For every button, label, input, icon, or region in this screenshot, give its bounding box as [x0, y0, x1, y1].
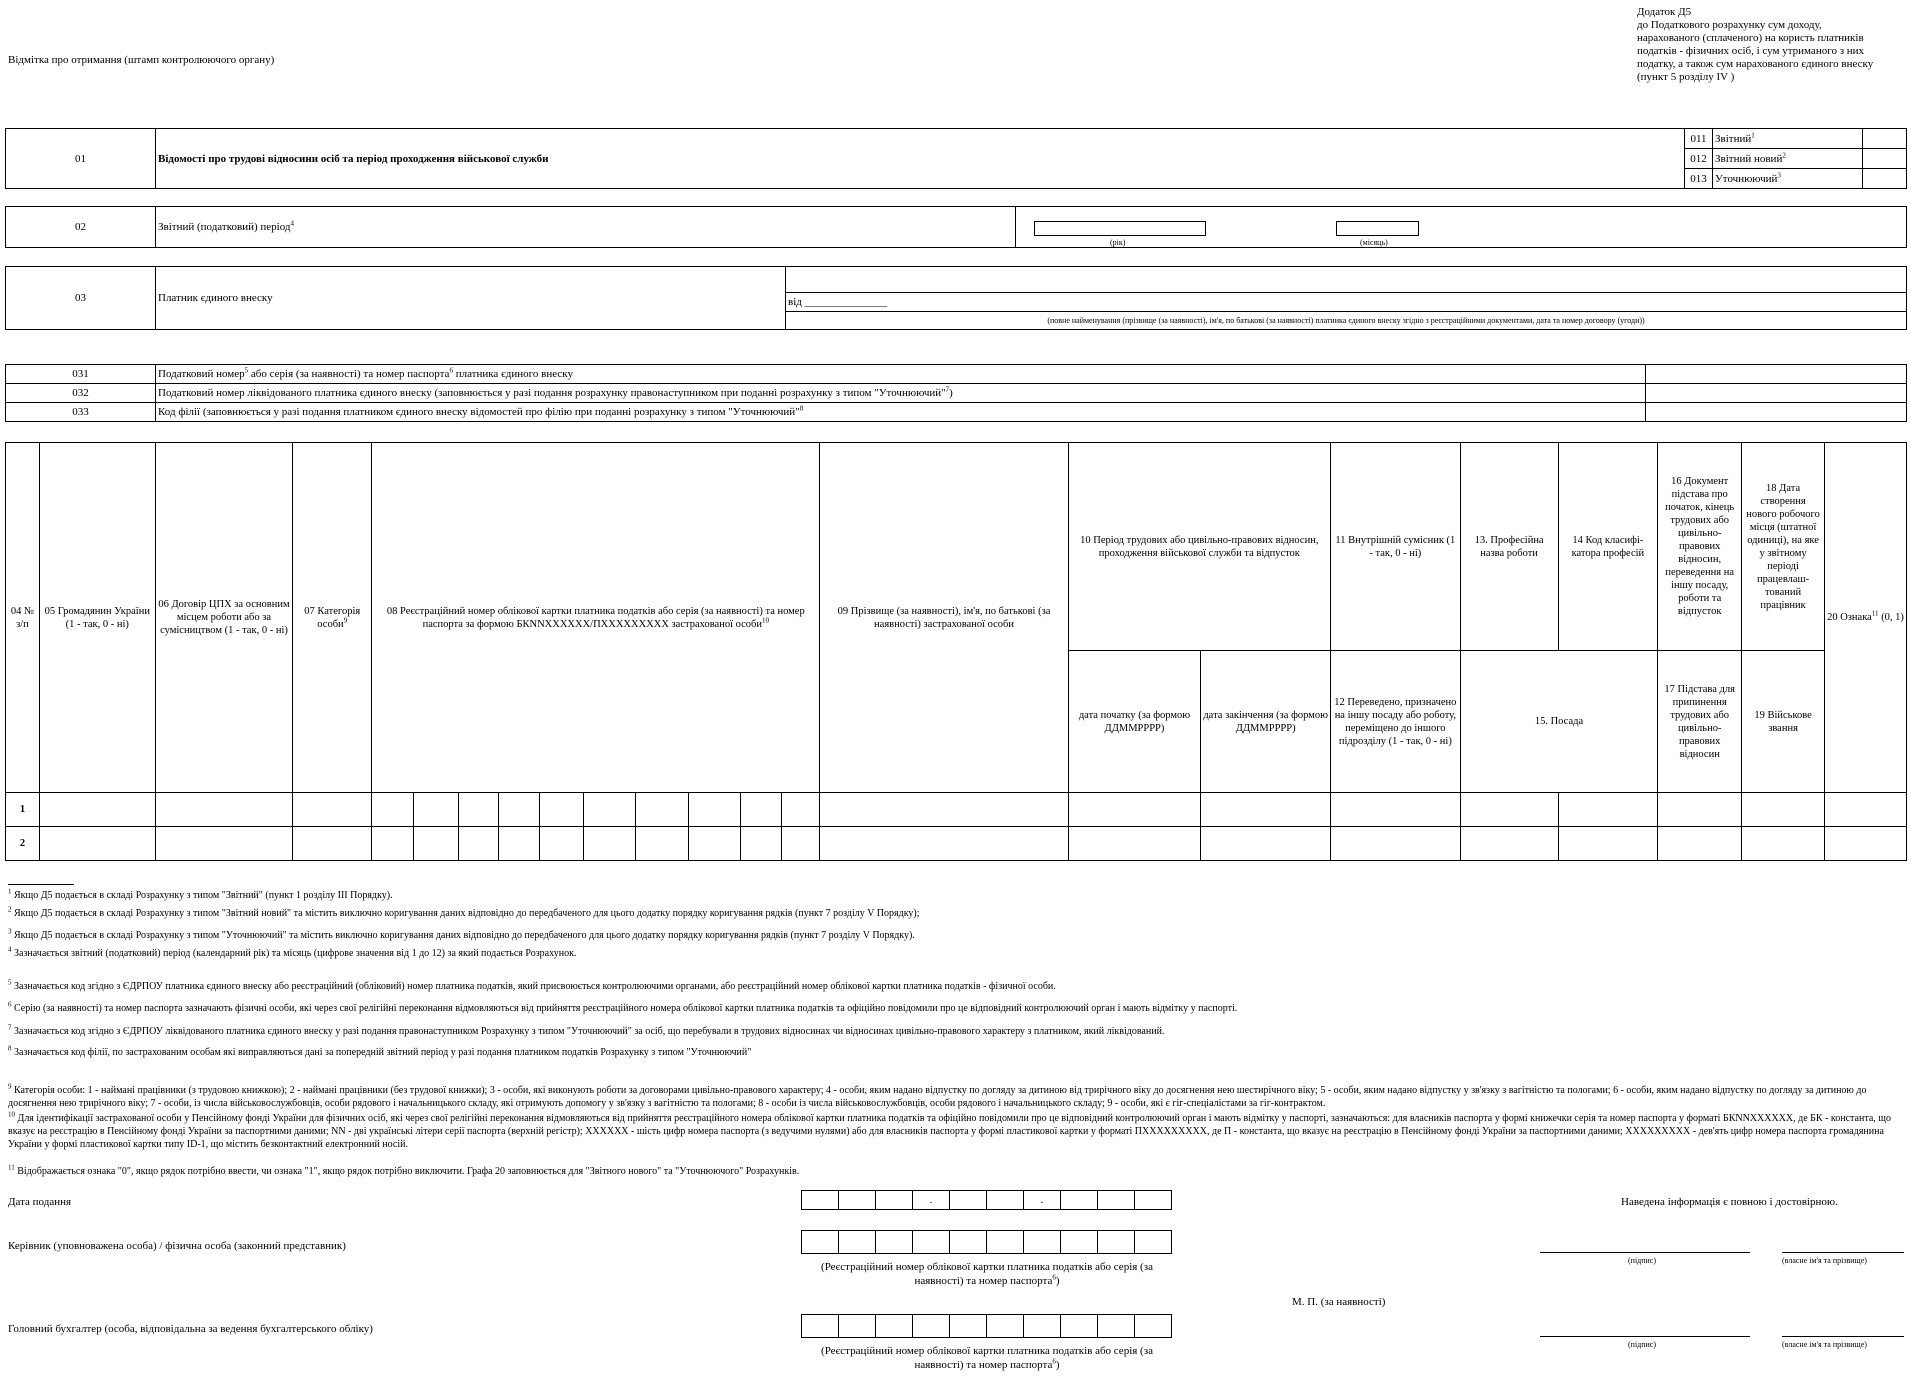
footnote-11: $^{11}$ Відображається ознака "0", якщо рядок потрібно ввести, чи ознака "1", якщо рядок потрібно виключити. Графа 20 заповнюється для "Звітного нового" та "Уточнюючого" Розрахунків.: [8, 1163, 800, 1177]
footnote-3: $^3$ Якщо Д5 подається в складі Розрахунку з типом "Уточнюючий" та містить виключно коригування даних відповідно до передбаченого для цього додатку порядку коригування рядків (пункт 7 розділу V Порядку).: [8, 927, 915, 941]
footnote-8: $^8$ Зазначається код філії, по застрахованим особам які виправляються дані за попередній звітний період у разі подання платником податків Розрахунку з типом "Уточнюючий": [8, 1044, 752, 1058]
type-013-checkbox[interactable]: [1863, 169, 1907, 189]
stamp-note: Відмітка про отримання (штамп контролюючого органу): [8, 54, 275, 66]
accountant-reg-cells[interactable]: [802, 1314, 1172, 1338]
footnote-7: $^7$ Зазначається код згідно з ЄДРПОУ ліквідованого платника єдиного внеску у разі подання правонаступником Розрахунку з типом "Уточнюючий" за осіб, що перебували в трудових відносинах чи відносинах цивільно-правового характеру з платником, який ліквідований.: [8, 1023, 1165, 1037]
head-reg-caption: (Реєстраційний номер облікової картки платника податків або серія (за наявності) та номер паспорта$^6$): [821, 1261, 1153, 1287]
month-field[interactable]: [1336, 221, 1419, 236]
appendix-note: Додаток Д5 до Податкового розрахунку сум доходу, нарахованого (сплаченого) на користь платників податків - фізичних осіб, і сум утриманого з них податку, а також сум нарахованого єдиного внеску (пункт 5 розділу IV ): [1637, 6, 1874, 83]
accountant-reg-caption: (Реєстраційний номер облікової картки платника податків або серія (за наявності) та номер паспорта$^6$): [821, 1345, 1153, 1371]
head-name-line[interactable]: [1782, 1252, 1904, 1253]
footnote-4: $^4$ Зазначається звітний (податковий) період (календарний рік) та місяць (цифрове значення від 1 до 12) за який подається Розрахунок.: [8, 945, 577, 959]
year-field[interactable]: [1034, 221, 1206, 236]
date-cells[interactable]: . .: [802, 1190, 1172, 1210]
date-label: Дата подання: [8, 1196, 72, 1208]
footnote-1: $^1$ Якщо Д5 подається в складі Розрахунку з типом "Звітний" (пункт 1 розділу ІІІ Порядку).: [8, 887, 393, 901]
section-031-033: 031 Податковий номер$^5$ або серія (за наявності) та номер паспорта$^6$ платника єдиного внеску 032 Податковий номер ліквідованого платника єдиного внеску (заповнюється у разі подання розрахунку правонаступником при поданні розрахунку з типом "Уточнюючий"$^7$) 033 Код філії (заповнюється у разі подання платником єдиного внеску відомостей про філію при поданні розрахунку з типом "Уточнюючий"$^8$: [5, 364, 1907, 422]
section-01: 01 Відомості про трудові відносини осіб та період проходження військової служби 011 Звітний$^1$ 012 Звітний новий$^2$ 013 Уточнюючий$^3$: [5, 128, 1907, 189]
section-01-title: Відомості про трудові відносини осіб та період проходження військової служби: [156, 129, 1685, 189]
accountant-name-line[interactable]: [1782, 1336, 1904, 1337]
head-sign-line[interactable]: [1540, 1252, 1750, 1253]
footnote-9: $^9$ Категорія особи: 1 - наймані працівники (з трудовою книжкою); 2 - наймані працівники (без трудової книжки); 3 - особи, які виконують роботи за договорами цивільно-правового характеру; 4 - особи, яким надано відпустку по догляду за дитиною від трирічного віку до досягнення нею шестирічного віку; 5 - особи, яким надано відпустку у зв'язку з вагітністю та пологами; 6 - особи, яким надано відпустку по догляду за дитиною до досягнення нею трирічного віку; 7 - особи, із числа військовослужбовців, особи рядового і начальницького складу, які отримують допомогу у зв'язку з вагітністю та пологами; 8 - особи із числа військовослужбовців, особи рядового і начальницького складу; 9 - особи, які є гіг-спеціалістами за гіг-контрактом.: [8, 1082, 1867, 1109]
seal-label: М. П. (за наявності): [1292, 1296, 1386, 1308]
footnote-5: $^5$ Зазначається код згідно з ЄДРПОУ платника єдиного внеску або реєстраційний (обліковий) номер платника податків, який присвоюється контролюючими органами, або реєстраційний номер облікової картки платника податків - фізичної особи.: [8, 978, 1056, 992]
accountant-label: Головний бухгалтер (особа, відповідальна за ведення бухгалтерського обліку): [8, 1323, 373, 1335]
field-033[interactable]: [1646, 403, 1907, 422]
payer-name-field[interactable]: [786, 267, 1907, 293]
payer-date-field[interactable]: від _______________: [786, 293, 1907, 311]
section-02: 02 Звітний (податковий) період$^4$ (рік) (місяць): [5, 206, 1907, 248]
accountant-sign-line[interactable]: [1540, 1336, 1750, 1337]
truth-statement: Наведена інформація є повною і достовірною.: [1621, 1196, 1838, 1208]
table-row: 1: [6, 793, 1907, 827]
head-label: Керівник (уповноважена особа) / фізична особа (законний представник): [8, 1240, 346, 1252]
table-row: 2: [6, 827, 1907, 861]
type-012-checkbox[interactable]: [1863, 149, 1907, 169]
footnote-divider: [8, 884, 74, 885]
persons-table: 04 № з/п 05 Громадянин України (1 - так, 0 - ні) 06 Договір ЦПХ за основним місцем роботи або за сумісництвом (1 - так, 0 - ні) 07 Категорія особи$^9$ 08 Реєстраційний номер облікової картки платника податків або серія (за наявності) та номер паспорта за формою БКNNХХХХХХ/ПХХХХХХХХХ застрахованої особи$^{10}$ 09 Прізвище (за наявності), ім'я, по батькові (за наявності) застрахованої особи 10 Період трудових або цивільно-правових відносин, проходження військової служби та відпусток 11 Внутрішній сумісник (1 - так, 0 - ні) 13. Професійна назва роботи 14 Код класифі-катора професій 16 Документ підстава про початок, кінець трудових або цивільно-правових відносин, переведення на іншу посаду, роботи та відпусток 18 Дата створення нового робочого місця (штатної одиниці), на яке у звітному періоді працевлаш-тований працівник 20 Ознака$^{11}$ (0, 1) дата початку (за формою ДДММРРРР) дата закінчення (за формою ДДММРРРР) 12 Переведено, призначено на іншу посаду або роботу, переміщено до іншого підрозділу (1 - так, 0 - ні) 15. Посада 17 Підстава для припинення трудових або цивільно-правових відносин 19 Військове звання 1 2: [5, 442, 1907, 861]
field-032[interactable]: [1646, 384, 1907, 403]
footnote-6: $^6$ Серію (за наявності) та номер паспорта зазначають фізичні особи, які через свої релігійні переконання відмовляються від прийняття реєстраційного номера облікової картки платника податків та офіційно повідомили про це відповідний контролюючий орган і мають відмітку у паспорті.: [8, 1000, 1238, 1014]
field-031[interactable]: [1646, 365, 1907, 384]
footnote-2: $^2$ Якщо Д5 подається в складі Розрахунку з типом "Звітний новий" та містить виключно коригування даних відповідно до передбаченого для цього додатку порядку коригування рядків (пункт 7 розділу V Порядку);: [8, 905, 920, 919]
footnote-10: $^{10}$ Для ідентифікації застрахованої особи у Пенсійному фонді України для фізичних осіб, які через свої релігійні переконання відмовляються від прийняття реєстраційного номера облікової картки платника податків та офіційно повідомили про це відповідний контролюючий орган і мають відмітку у паспорті, зазначаються: для власників паспорта у формі книжечки серія та номер паспорта у форматі БКNNХХХХХХ, де БК - константа, що вказує на реєстрацію в Пенсійному фонді України за паспортними даними; NN - дві українські літери серії паспорта (верхній регістр); ХХХХХХ - шість цифр номера паспорта (з ведучими нулями) або для власників паспорта у формі пластикової картки у форматі ПХХХХХХХХХ, де П - константа, що вказує на реєстрацію в Пенсійному фонді України за паспортними даними; ХХХХХХХХХ - дев'ять цифр номера паспорта громадянина України у формі пластикової картки типу ID-1, що містить безконтактний електронний носій.: [8, 1110, 1891, 1150]
head-reg-cells[interactable]: [802, 1230, 1172, 1254]
type-011-checkbox[interactable]: [1863, 129, 1907, 149]
section-03: 03 Платник єдиного внеску від _______________ (повне найменування (прізвище (за наявності), ім'я, по батькові (за наявності) платника єдиного внеску згідно з реєстраційними документами, дата та номер договору (угоди)): [5, 266, 1907, 330]
